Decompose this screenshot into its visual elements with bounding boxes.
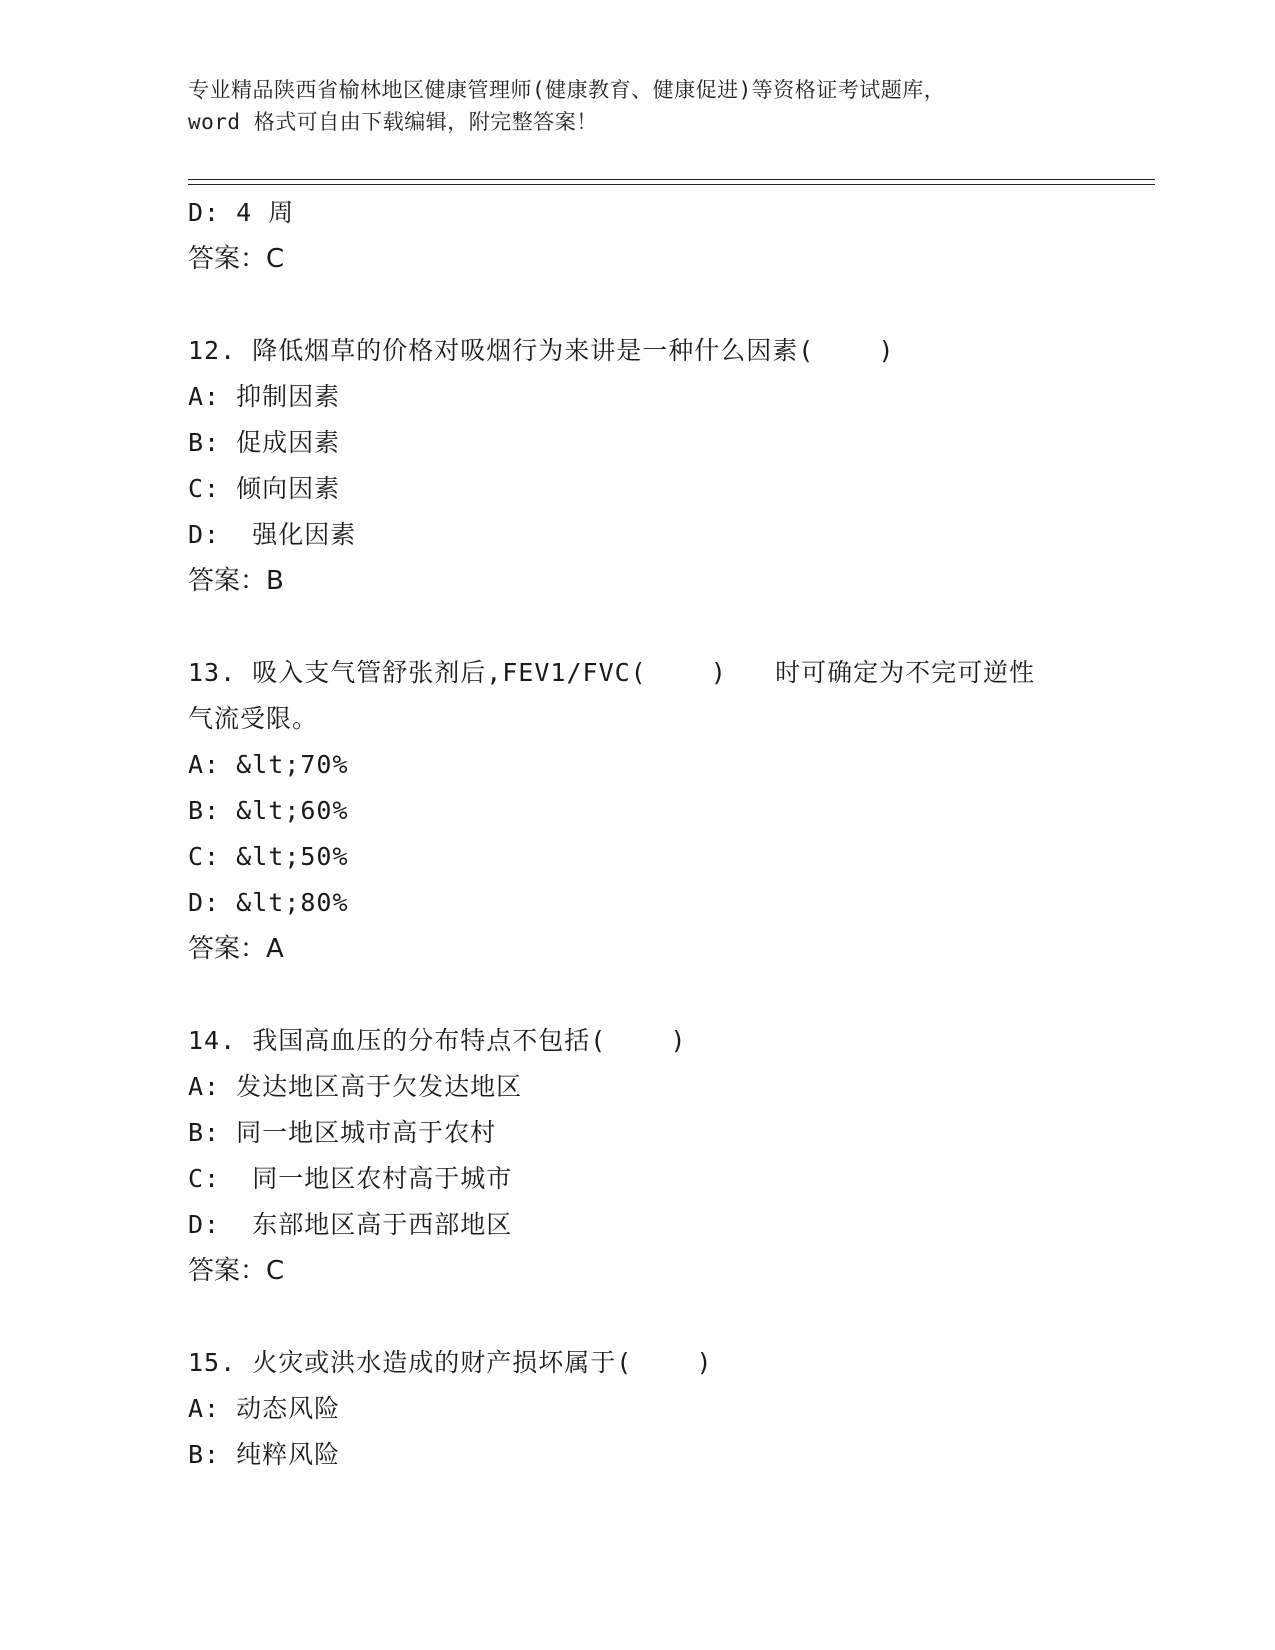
option-c: C: &lt;50% — [188, 842, 349, 871]
header-line-2: word 格式可自由下载编辑，附完整答案！ — [188, 110, 598, 134]
answer-line: 答案：B — [188, 566, 284, 596]
option-b: B: &lt;60% — [188, 796, 349, 825]
answer-line: 答案：A — [188, 934, 284, 964]
question-stem-continued: 气流受限。 — [188, 704, 319, 733]
option-d: D: 强化因素 — [188, 520, 357, 549]
question-stem: 12. 降低烟草的价格对吸烟行为来讲是一种什么因素( ) — [188, 336, 895, 365]
question-12 — [188, 328, 1088, 604]
option-b: B: 纯粹风险 — [188, 1440, 341, 1469]
option-c: C: 倾向因素 — [188, 474, 341, 503]
document-header — [188, 74, 1088, 138]
option-c: C: 同一地区农村高于城市 — [188, 1164, 513, 1193]
option-a: A: 动态风险 — [188, 1394, 341, 1423]
option-a: A: 发达地区高于欠发达地区 — [188, 1072, 523, 1101]
question-14 — [188, 1018, 1088, 1294]
option-a: A: &lt;70% — [188, 750, 349, 779]
header-rule-bottom — [188, 184, 1155, 185]
question-15 — [188, 1340, 1088, 1478]
question-13 — [188, 650, 1088, 972]
question-stem: 14. 我国高血压的分布特点不包括( ) — [188, 1026, 687, 1055]
option-d: D: 东部地区高于西部地区 — [188, 1210, 513, 1239]
option-a: A: 抑制因素 — [188, 382, 341, 411]
option-d: D: 4 周 — [188, 198, 295, 227]
header-line-1: 专业精品陕西省榆林地区健康管理师(健康教育、健康促进)等资格证考试题库， — [188, 78, 946, 102]
answer-line: 答案：C — [188, 1256, 285, 1286]
option-b: B: 同一地区城市高于农村 — [188, 1118, 497, 1147]
answer-line: 答案：C — [188, 244, 285, 274]
question-stem: 15. 火灾或洪水造成的财产损坏属于( ) — [188, 1348, 713, 1377]
option-d: D: &lt;80% — [188, 888, 349, 917]
header-rule-top — [188, 179, 1155, 180]
option-b: B: 促成因素 — [188, 428, 341, 457]
question-stem: 13. 吸入支气管舒张剂后,FEV1/FVC( ) 时可确定为不完可逆性 — [188, 658, 1036, 687]
question-content — [188, 190, 1088, 1478]
